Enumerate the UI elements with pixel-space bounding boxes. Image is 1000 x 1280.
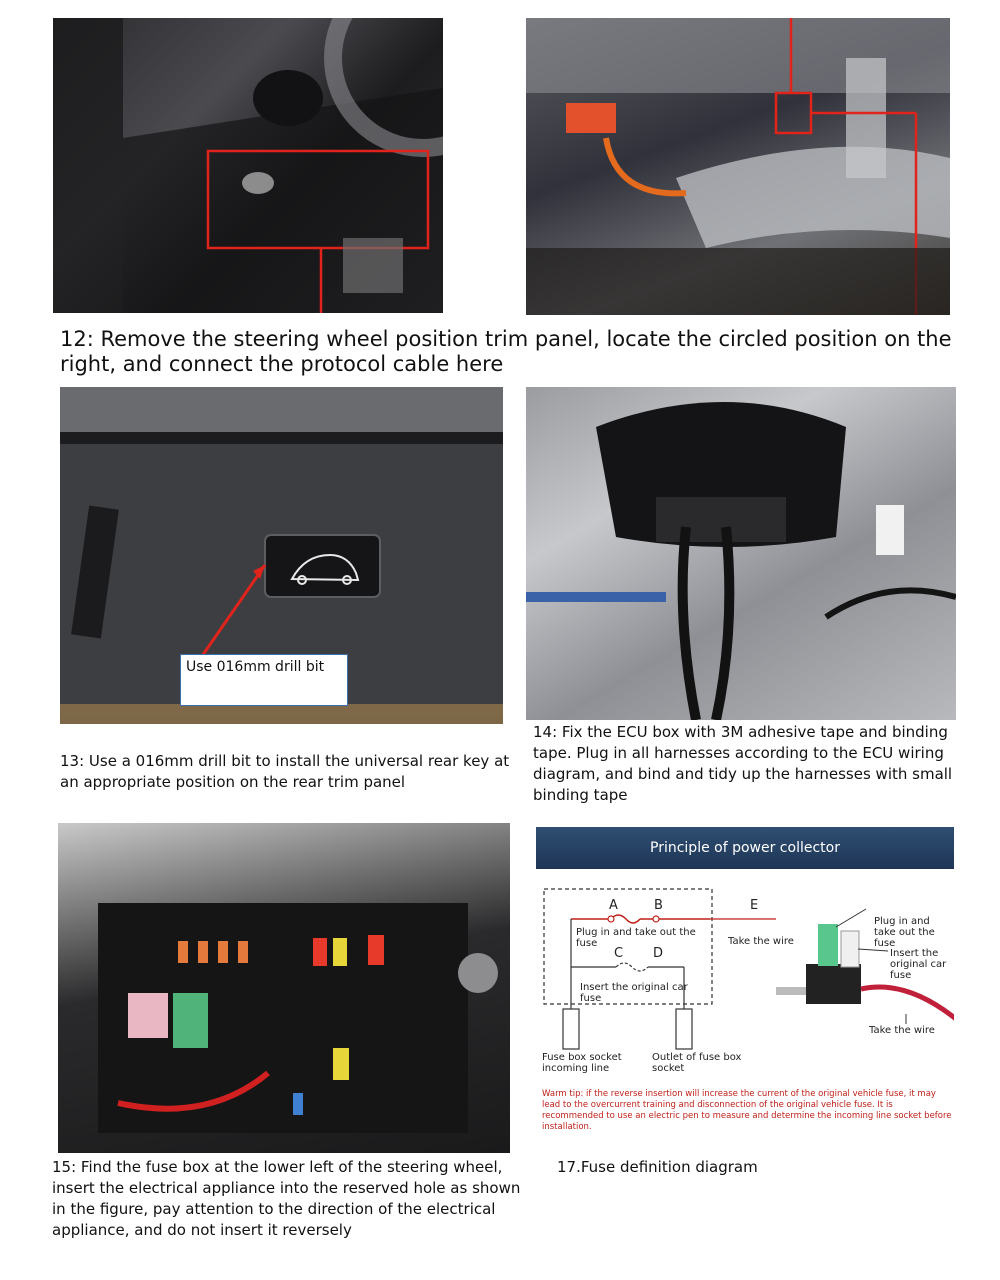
label-c: C — [614, 946, 624, 961]
step17-caption: 17.Fuse definition diagram — [557, 1158, 758, 1176]
diagram-title: Principle of power collector — [536, 827, 954, 869]
label-fuse-box-socket: Fuse box socket incoming line — [542, 1052, 622, 1074]
label-plug-in-take-out: Plug in and take out the fuse — [576, 927, 696, 949]
label-outlet: Outlet of fuse box socket — [652, 1052, 742, 1074]
label-take-wire-1: Take the wire — [728, 936, 794, 947]
label-insert-original-right: Insert the original car fuse — [890, 948, 947, 981]
label-d: D — [653, 946, 664, 961]
connector-illustration — [526, 18, 950, 315]
label-e: E — [750, 898, 759, 913]
step12-photo-connector — [526, 18, 950, 315]
label-plug-in-take-out-right: Plug in and take out the fuse — [874, 916, 935, 949]
step13-caption: 13: Use a 016mm drill bit to install the universal rear key at an appropriate position on the rear trim panel — [60, 752, 510, 791]
ecu-illustration — [526, 387, 956, 720]
warm-tip: Warm tip: if the reverse insertion will increase the current of the original vehicle fuse, it may lead to the overcurrent training and disconnection of the original vehicle fuse. It is recommended to use an electric pen to measure and determine the incoming line socket before installation. — [542, 1089, 952, 1132]
step12-caption: 12: Remove the steering wheel position trim panel, locate the circled position on the right, and connect the protocol cable here — [60, 327, 952, 376]
drill-bit-callout: Use 016mm drill bit — [180, 654, 348, 706]
fuse-box-illustration — [58, 823, 510, 1153]
label-b: B — [654, 898, 663, 913]
step12-photo-dashboard — [53, 18, 443, 313]
label-a: A — [609, 898, 618, 913]
step15-photo-fuse-box — [58, 823, 510, 1153]
label-insert-original: Insert the original car fuse — [580, 982, 688, 1004]
step14-photo-ecu-box — [526, 387, 956, 720]
step15-caption: 15: Find the fuse box at the lower left of the steering wheel, insert the electrical appliance into the reserved hole as shown in the figure, pay attention to the direction of the electrical appliance, and do not insert it reversely — [52, 1158, 521, 1239]
dashboard-illustration — [53, 18, 443, 313]
label-take-wire-2: Take the wire — [869, 1025, 935, 1036]
power-collector-diagram — [536, 827, 954, 1145]
step14-caption: 14: Fix the ECU box with 3M adhesive tape and binding tape. Plug in all harnesses according to the ECU wiring diagram, and bind and tidy up the harnesses with small binding tape — [533, 723, 953, 804]
